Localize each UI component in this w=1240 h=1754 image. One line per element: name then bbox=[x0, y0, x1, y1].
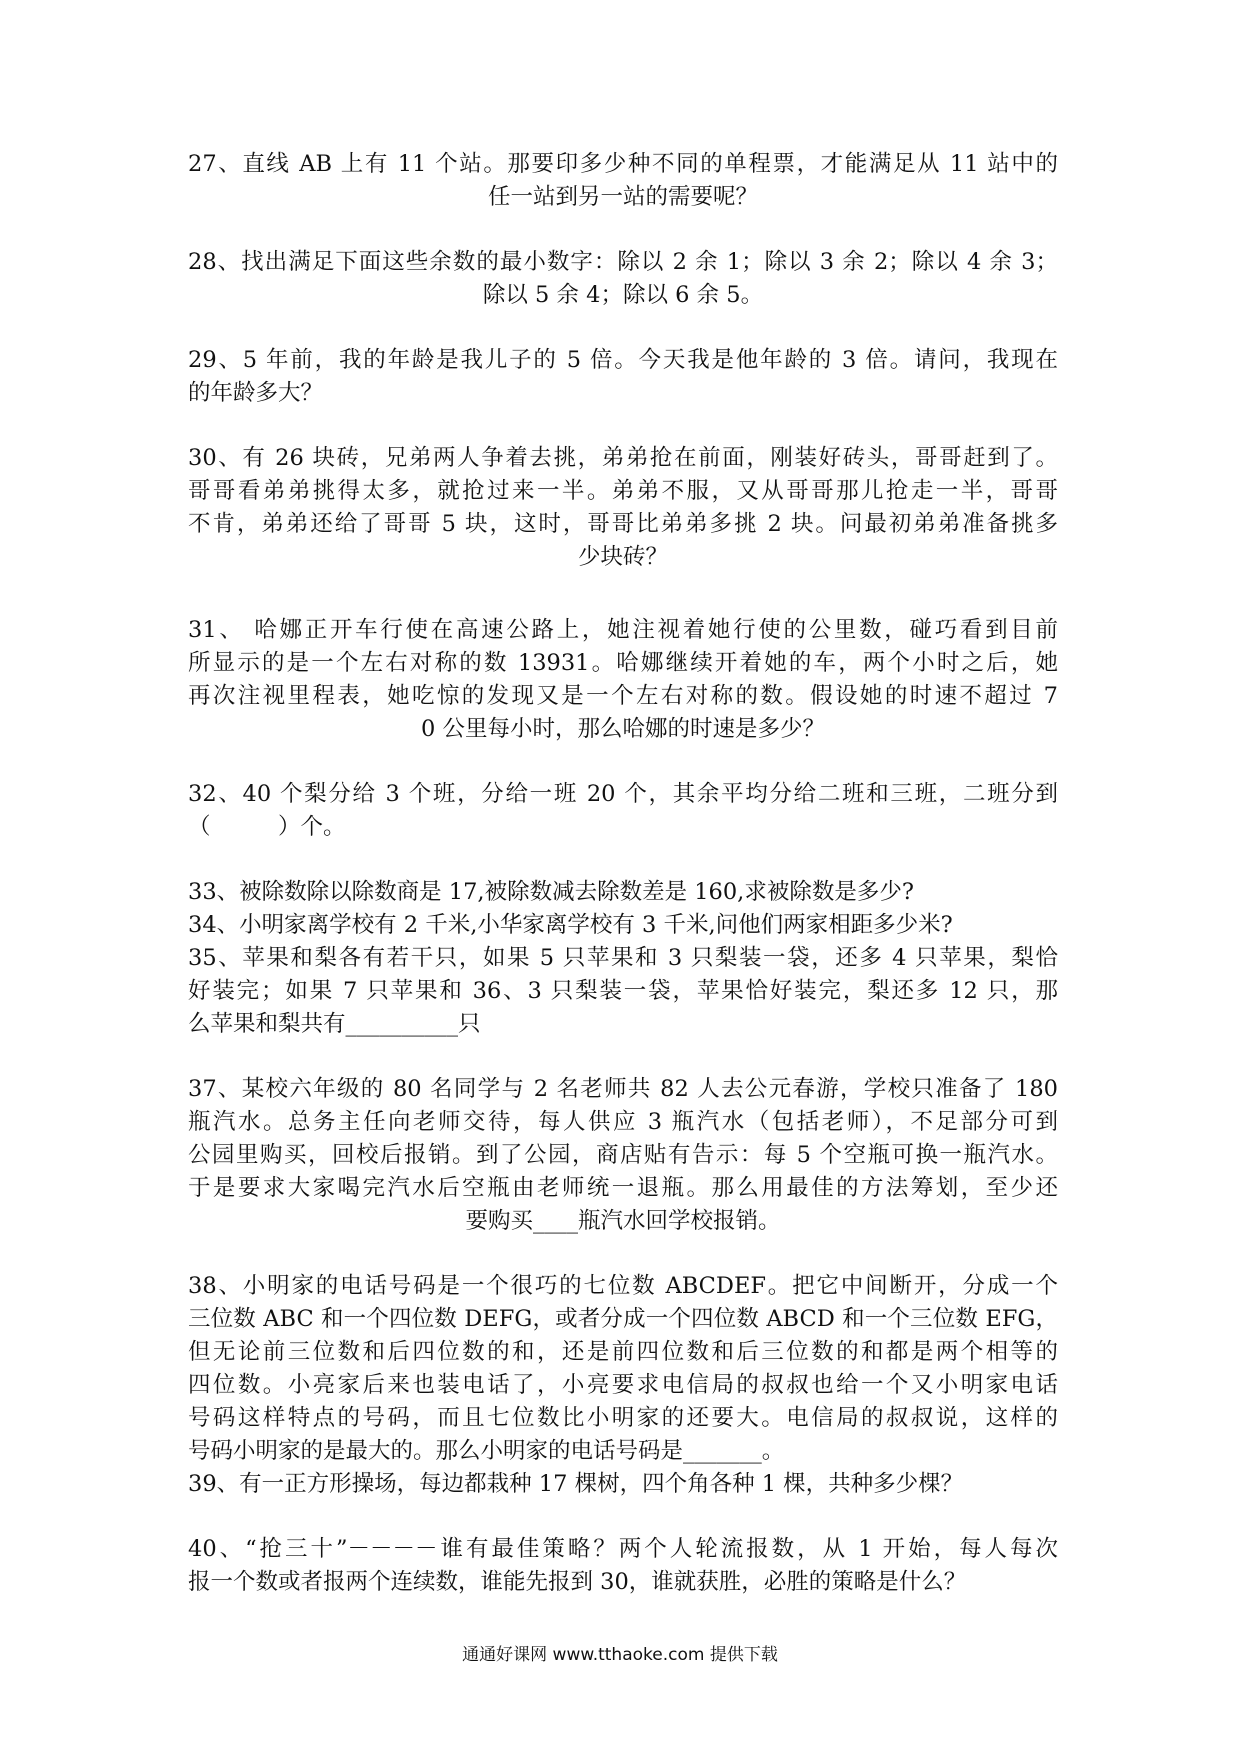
problem-line: 除以 5 余 4；除以 6 余 5。 bbox=[482, 282, 764, 308]
problem-line: 27、直线 AB 上有 11 个站。那要印多少种不同的单程票，才能满足从 11 站中的 bbox=[188, 151, 1058, 177]
problem-line: 报一个数或者报两个连续数，谁能先报到 30，谁就获胜，必胜的策略是什么？ bbox=[188, 1569, 967, 1595]
problem-line: 37、某校六年级的 80 名同学与 2 名老师共 82 人去公元春游，学校只准备了 180 bbox=[188, 1076, 1058, 1102]
problem-30 bbox=[188, 442, 1058, 574]
spacer bbox=[188, 1238, 1058, 1270]
problem-37 bbox=[188, 1073, 1058, 1238]
problem-27 bbox=[188, 148, 1058, 214]
problem-line: 瓶汽水。总务主任向老师交待，每人供应 3 瓶汽水（包括老师），不足部分可到 bbox=[188, 1109, 1058, 1135]
spacer bbox=[188, 1501, 1058, 1533]
problem-line: 四位数。小亮家后来也装电话了，小亮要求电信局的叔叔也给一个又小明家电话 bbox=[188, 1372, 1058, 1398]
spacer bbox=[188, 312, 1058, 344]
spacer bbox=[188, 214, 1058, 246]
spacer bbox=[188, 574, 1058, 614]
problem-line: 33、被除数除以除数商是 17,被除数减去除数差是 160,求被除数是多少? bbox=[188, 879, 914, 905]
problem-line: （ ）个。 bbox=[188, 814, 346, 840]
spacer bbox=[188, 1041, 1058, 1073]
problem-line: 公园里购买，回校后报销。到了公园，商店贴有告示：每 5 个空瓶可换一瓶汽水。 bbox=[188, 1142, 1058, 1168]
problem-line: 哥哥看弟弟挑得太多，就抢过来一半。弟弟不服，又从哥哥那儿抢走一半，哥哥 bbox=[188, 478, 1058, 504]
problem-line: 40、“抢三十”－－－－谁有最佳策略？两个人轮流报数，从 1 开始，每人每次 bbox=[188, 1536, 1058, 1562]
problem-35 bbox=[188, 942, 1058, 1041]
problem-29 bbox=[188, 344, 1058, 410]
problem-31 bbox=[188, 614, 1058, 746]
problem-line: 于是要求大家喝完汽水后空瓶由老师统一退瓶。那么用最佳的方法筹划，至少还 bbox=[188, 1175, 1058, 1201]
problem-line: 32、40 个梨分给 3 个班，分给一班 20 个，其余平均分给二班和三班，二班分到 bbox=[188, 781, 1058, 807]
page-footer: 通通好课网 www.tthaoke.com 提供下载 bbox=[462, 1645, 778, 1665]
problem-line: 0 公里每小时，那么哈娜的时速是多少？ bbox=[421, 716, 825, 742]
problem-line: 38、小明家的电话号码是一个很巧的七位数 ABCDEF。把它中间断开，分成一个 bbox=[188, 1273, 1058, 1299]
problem-line: 的年龄多大？ bbox=[188, 380, 324, 406]
problem-34 bbox=[188, 909, 1058, 942]
problem-line: 三位数 ABC 和一个四位数 DEFG，或者分成一个四位数 ABCD 和一个三位数 EFG， bbox=[188, 1306, 1058, 1332]
problem-28 bbox=[188, 246, 1058, 312]
problem-32 bbox=[188, 778, 1058, 844]
problem-33 bbox=[188, 876, 1058, 909]
spacer bbox=[188, 410, 1058, 442]
spacer bbox=[188, 844, 1058, 876]
problem-40 bbox=[188, 1533, 1058, 1599]
problem-39 bbox=[188, 1468, 1058, 1501]
problem-line: 少块砖？ bbox=[577, 544, 668, 570]
problem-line: 任一站到另一站的需要呢？ bbox=[487, 184, 758, 210]
problem-line: 34、小明家离学校有 2 千米,小华家离学校有 3 千米,问他们两家相距多少米? bbox=[188, 912, 953, 938]
problem-line: 但无论前三位数和后四位数的和，还是前四位数和后三位数的和都是两个相等的 bbox=[188, 1339, 1058, 1365]
problem-line: 好装完；如果 7 只苹果和 36、3 只梨装一袋，苹果恰好装完，梨还多 12 只，那 bbox=[188, 978, 1058, 1004]
problem-line: 35、苹果和梨各有若干只，如果 5 只苹果和 3 只梨装一袋，还多 4 只苹果，梨恰 bbox=[188, 945, 1058, 971]
problem-line: 号码小明家的是最大的。那么小明家的电话号码是_______。 bbox=[188, 1438, 785, 1464]
problem-line: 29、5 年前，我的年龄是我儿子的 5 倍。今天我是他年龄的 3 倍。请问，我现在 bbox=[188, 347, 1058, 373]
problem-line: 28、找出满足下面这些余数的最小数字：除以 2 余 1；除以 3 余 2；除以 4 余 3； bbox=[188, 249, 1058, 275]
problem-line: 所显示的是一个左右对称的数 13931。哈娜继续开着她的车，两个小时之后，她 bbox=[188, 650, 1058, 676]
problem-line: 不肯，弟弟还给了哥哥 5 块，这时，哥哥比弟弟多挑 2 块。问最初弟弟准备挑多 bbox=[188, 511, 1058, 537]
problem-list bbox=[188, 148, 1058, 1599]
problem-line: 么苹果和梨共有__________只 bbox=[188, 1011, 481, 1037]
problem-line: 号码这样特点的号码，而且七位数比小明家的还要大。电信局的叔叔说，这样的 bbox=[188, 1405, 1058, 1431]
problem-line: 再次注视里程表，她吃惊的发现又是一个左右对称的数。假设她的时速不超过 7 bbox=[188, 683, 1058, 709]
problem-line: 31、 哈娜正开车行使在高速公路上，她注视着她行使的公里数，碰巧看到目前 bbox=[188, 617, 1058, 643]
problem-line: 要购买____瓶汽水回学校报销。 bbox=[465, 1208, 781, 1234]
problem-line: 30、有 26 块砖，兄弟两人争着去挑，弟弟抢在前面，刚装好砖头，哥哥赶到了。 bbox=[188, 445, 1058, 471]
spacer bbox=[188, 746, 1058, 778]
problem-38 bbox=[188, 1270, 1058, 1468]
problem-line: 39、有一正方形操场，每边都栽种 17 棵树，四个角各种 1 棵，共种多少棵？ bbox=[188, 1471, 964, 1497]
